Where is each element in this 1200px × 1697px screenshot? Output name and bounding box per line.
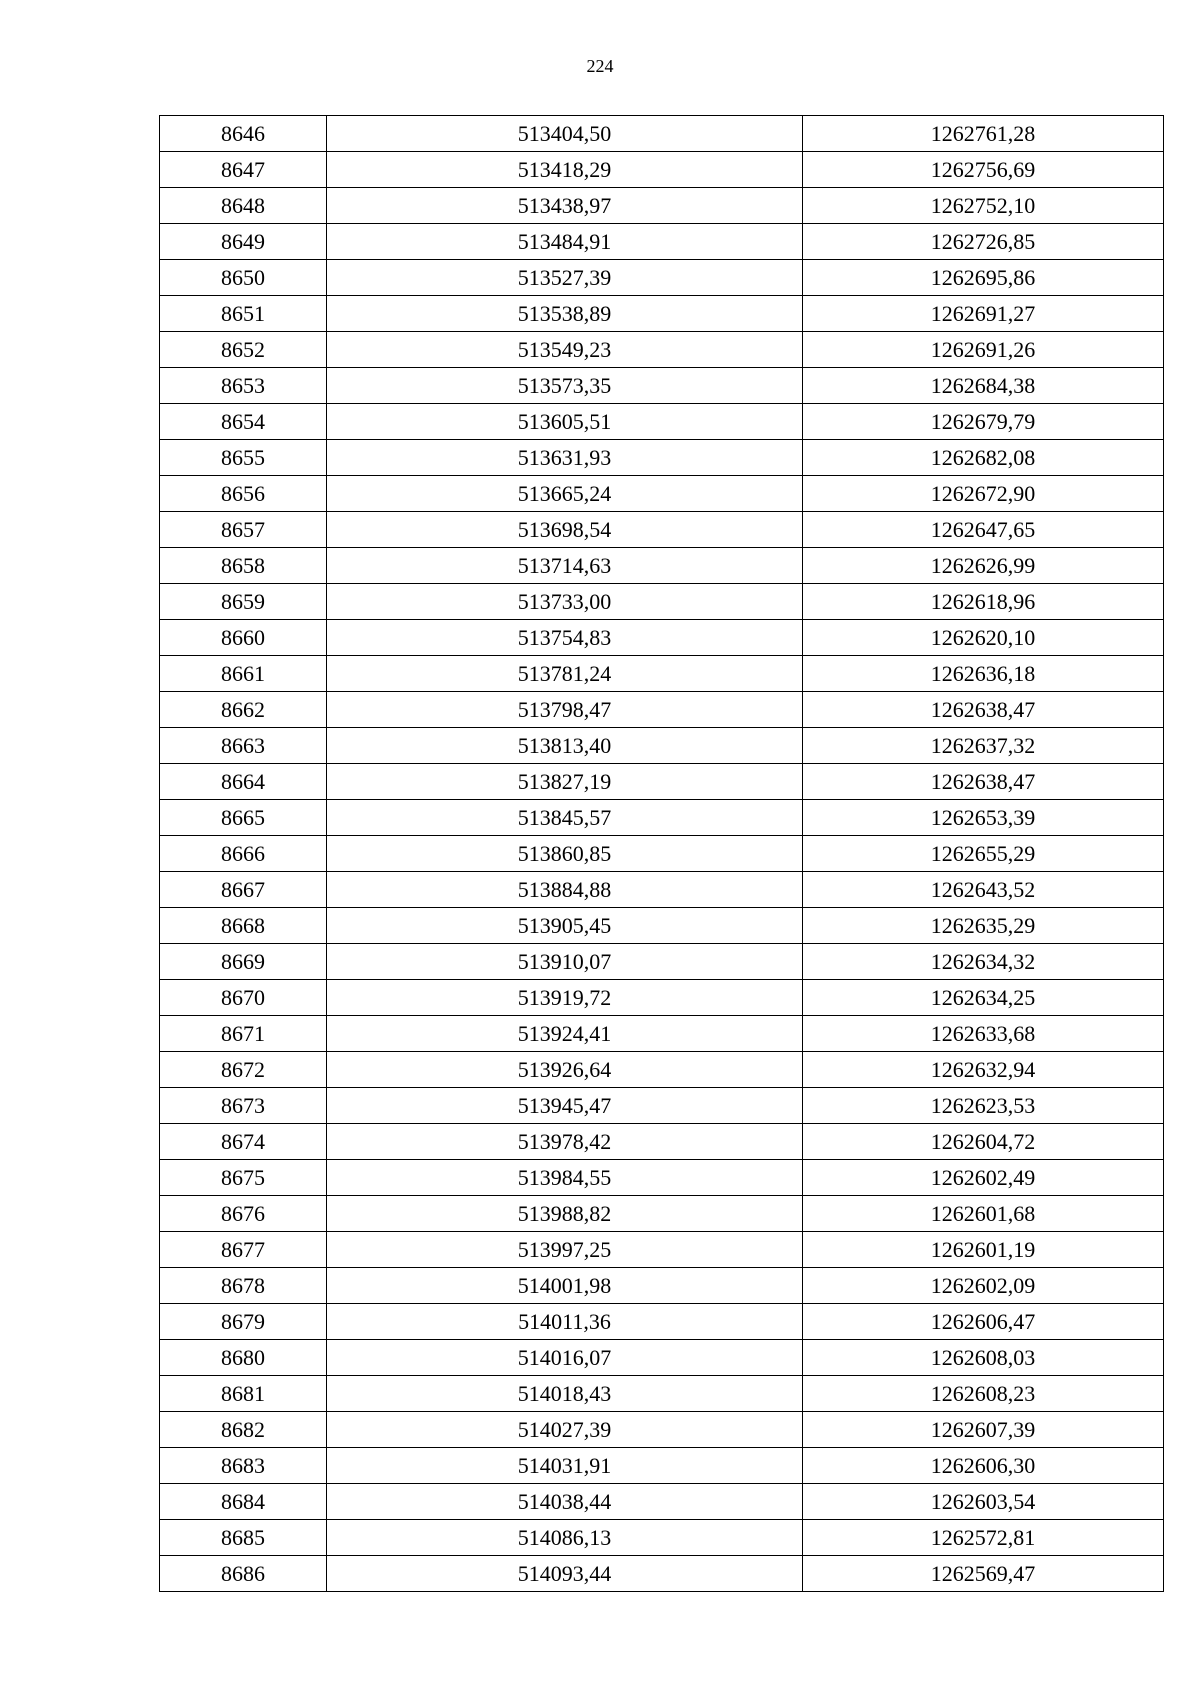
table-row (160, 116, 1164, 152)
table-row (160, 332, 1164, 368)
x-coordinate-cell: 513798,47 (327, 692, 803, 728)
point-number-cell: 8658 (160, 548, 327, 584)
point-number-cell: 8675 (160, 1160, 327, 1196)
y-coordinate-cell: 1262602,49 (803, 1160, 1164, 1196)
point-number-cell: 8663 (160, 728, 327, 764)
table-row (160, 1124, 1164, 1160)
y-coordinate-cell: 1262606,47 (803, 1304, 1164, 1340)
table-row (160, 260, 1164, 296)
y-coordinate-cell: 1262572,81 (803, 1520, 1164, 1556)
y-coordinate-cell: 1262632,94 (803, 1052, 1164, 1088)
table-row (160, 1448, 1164, 1484)
table-row (160, 800, 1164, 836)
point-number-cell: 8681 (160, 1376, 327, 1412)
point-number-cell: 8647 (160, 152, 327, 188)
table-row (160, 1160, 1164, 1196)
x-coordinate-cell: 513438,97 (327, 188, 803, 224)
y-coordinate-cell: 1262672,90 (803, 476, 1164, 512)
y-coordinate-cell: 1262623,53 (803, 1088, 1164, 1124)
table-row (160, 224, 1164, 260)
point-number-cell: 8670 (160, 980, 327, 1016)
point-number-cell: 8649 (160, 224, 327, 260)
x-coordinate-cell: 513754,83 (327, 620, 803, 656)
y-coordinate-cell: 1262638,47 (803, 692, 1164, 728)
table-row (160, 476, 1164, 512)
point-number-cell: 8666 (160, 836, 327, 872)
table-row (160, 872, 1164, 908)
point-number-cell: 8657 (160, 512, 327, 548)
point-number-cell: 8654 (160, 404, 327, 440)
table-row (160, 1376, 1164, 1412)
x-coordinate-cell: 513527,39 (327, 260, 803, 296)
x-coordinate-cell: 514011,36 (327, 1304, 803, 1340)
y-coordinate-cell: 1262752,10 (803, 188, 1164, 224)
x-coordinate-cell: 514031,91 (327, 1448, 803, 1484)
x-coordinate-cell: 514038,44 (327, 1484, 803, 1520)
point-number-cell: 8662 (160, 692, 327, 728)
x-coordinate-cell: 513827,19 (327, 764, 803, 800)
x-coordinate-cell: 513978,42 (327, 1124, 803, 1160)
page-number: 224 (586, 56, 614, 76)
point-number-cell: 8678 (160, 1268, 327, 1304)
x-coordinate-cell: 513631,93 (327, 440, 803, 476)
y-coordinate-cell: 1262655,29 (803, 836, 1164, 872)
y-coordinate-cell: 1262626,99 (803, 548, 1164, 584)
x-coordinate-cell: 514016,07 (327, 1340, 803, 1376)
y-coordinate-cell: 1262636,18 (803, 656, 1164, 692)
point-number-cell: 8676 (160, 1196, 327, 1232)
point-number-cell: 8679 (160, 1304, 327, 1340)
y-coordinate-cell: 1262695,86 (803, 260, 1164, 296)
x-coordinate-cell: 513845,57 (327, 800, 803, 836)
table-row (160, 1484, 1164, 1520)
table-row (160, 368, 1164, 404)
table-row (160, 1304, 1164, 1340)
y-coordinate-cell: 1262633,68 (803, 1016, 1164, 1052)
y-coordinate-cell: 1262634,25 (803, 980, 1164, 1016)
table-row (160, 1052, 1164, 1088)
table-row (160, 836, 1164, 872)
point-number-cell: 8682 (160, 1412, 327, 1448)
y-coordinate-cell: 1262691,27 (803, 296, 1164, 332)
x-coordinate-cell: 513733,00 (327, 584, 803, 620)
x-coordinate-cell: 513926,64 (327, 1052, 803, 1088)
point-number-cell: 8677 (160, 1232, 327, 1268)
x-coordinate-cell: 514001,98 (327, 1268, 803, 1304)
y-coordinate-cell: 1262761,28 (803, 116, 1164, 152)
x-coordinate-cell: 513813,40 (327, 728, 803, 764)
y-coordinate-cell: 1262608,03 (803, 1340, 1164, 1376)
x-coordinate-cell: 513484,91 (327, 224, 803, 260)
x-coordinate-cell: 514027,39 (327, 1412, 803, 1448)
point-number-cell: 8665 (160, 800, 327, 836)
y-coordinate-cell: 1262684,38 (803, 368, 1164, 404)
x-coordinate-cell: 514086,13 (327, 1520, 803, 1556)
table-row (160, 692, 1164, 728)
point-number-cell: 8656 (160, 476, 327, 512)
y-coordinate-cell: 1262638,47 (803, 764, 1164, 800)
table-row (160, 980, 1164, 1016)
table-row (160, 188, 1164, 224)
y-coordinate-cell: 1262608,23 (803, 1376, 1164, 1412)
y-coordinate-cell: 1262604,72 (803, 1124, 1164, 1160)
x-coordinate-cell: 513910,07 (327, 944, 803, 980)
table-row (160, 764, 1164, 800)
table-row (160, 1340, 1164, 1376)
y-coordinate-cell: 1262607,39 (803, 1412, 1164, 1448)
x-coordinate-cell: 513984,55 (327, 1160, 803, 1196)
table-row (160, 1088, 1164, 1124)
table-row (160, 908, 1164, 944)
x-coordinate-cell: 513714,63 (327, 548, 803, 584)
point-number-cell: 8651 (160, 296, 327, 332)
point-number-cell: 8652 (160, 332, 327, 368)
table-row (160, 656, 1164, 692)
table-row (160, 404, 1164, 440)
x-coordinate-cell: 513945,47 (327, 1088, 803, 1124)
point-number-cell: 8673 (160, 1088, 327, 1124)
x-coordinate-cell: 513665,24 (327, 476, 803, 512)
x-coordinate-cell: 513997,25 (327, 1232, 803, 1268)
table-row (160, 296, 1164, 332)
y-coordinate-cell: 1262601,19 (803, 1232, 1164, 1268)
y-coordinate-cell: 1262726,85 (803, 224, 1164, 260)
point-number-cell: 8667 (160, 872, 327, 908)
point-number-cell: 8683 (160, 1448, 327, 1484)
point-number-cell: 8671 (160, 1016, 327, 1052)
y-coordinate-cell: 1262691,26 (803, 332, 1164, 368)
table-row (160, 548, 1164, 584)
point-number-cell: 8650 (160, 260, 327, 296)
point-number-cell: 8648 (160, 188, 327, 224)
coordinates-table (159, 115, 1164, 1592)
table-row (160, 512, 1164, 548)
y-coordinate-cell: 1262635,29 (803, 908, 1164, 944)
table-row (160, 440, 1164, 476)
point-number-cell: 8655 (160, 440, 327, 476)
point-number-cell: 8669 (160, 944, 327, 980)
table-row (160, 944, 1164, 980)
y-coordinate-cell: 1262602,09 (803, 1268, 1164, 1304)
x-coordinate-cell: 513573,35 (327, 368, 803, 404)
y-coordinate-cell: 1262606,30 (803, 1448, 1164, 1484)
x-coordinate-cell: 513905,45 (327, 908, 803, 944)
x-coordinate-cell: 513538,89 (327, 296, 803, 332)
table-row (160, 1556, 1164, 1592)
table-row (160, 1520, 1164, 1556)
coordinates-table-body (160, 116, 1164, 1592)
point-number-cell: 8668 (160, 908, 327, 944)
point-number-cell: 8680 (160, 1340, 327, 1376)
y-coordinate-cell: 1262620,10 (803, 620, 1164, 656)
table-row (160, 1268, 1164, 1304)
x-coordinate-cell: 514018,43 (327, 1376, 803, 1412)
point-number-cell: 8661 (160, 656, 327, 692)
point-number-cell: 8659 (160, 584, 327, 620)
table-row (160, 1016, 1164, 1052)
point-number-cell: 8664 (160, 764, 327, 800)
x-coordinate-cell: 513919,72 (327, 980, 803, 1016)
table-row (160, 1196, 1164, 1232)
y-coordinate-cell: 1262653,39 (803, 800, 1164, 836)
point-number-cell: 8653 (160, 368, 327, 404)
table-row (160, 1232, 1164, 1268)
x-coordinate-cell: 513924,41 (327, 1016, 803, 1052)
y-coordinate-cell: 1262682,08 (803, 440, 1164, 476)
y-coordinate-cell: 1262756,69 (803, 152, 1164, 188)
y-coordinate-cell: 1262647,65 (803, 512, 1164, 548)
y-coordinate-cell: 1262637,32 (803, 728, 1164, 764)
point-number-cell: 8660 (160, 620, 327, 656)
x-coordinate-cell: 513988,82 (327, 1196, 803, 1232)
point-number-cell: 8684 (160, 1484, 327, 1520)
table-row (160, 584, 1164, 620)
table-row (160, 728, 1164, 764)
table-row (160, 620, 1164, 656)
x-coordinate-cell: 513418,29 (327, 152, 803, 188)
point-number-cell: 8672 (160, 1052, 327, 1088)
x-coordinate-cell: 513698,54 (327, 512, 803, 548)
x-coordinate-cell: 513884,88 (327, 872, 803, 908)
y-coordinate-cell: 1262634,32 (803, 944, 1164, 980)
y-coordinate-cell: 1262643,52 (803, 872, 1164, 908)
y-coordinate-cell: 1262679,79 (803, 404, 1164, 440)
point-number-cell: 8685 (160, 1520, 327, 1556)
x-coordinate-cell: 513605,51 (327, 404, 803, 440)
y-coordinate-cell: 1262569,47 (803, 1556, 1164, 1592)
y-coordinate-cell: 1262603,54 (803, 1484, 1164, 1520)
y-coordinate-cell: 1262601,68 (803, 1196, 1164, 1232)
x-coordinate-cell: 513860,85 (327, 836, 803, 872)
point-number-cell: 8686 (160, 1556, 327, 1592)
point-number-cell: 8646 (160, 116, 327, 152)
table-row (160, 152, 1164, 188)
y-coordinate-cell: 1262618,96 (803, 584, 1164, 620)
x-coordinate-cell: 513549,23 (327, 332, 803, 368)
point-number-cell: 8674 (160, 1124, 327, 1160)
x-coordinate-cell: 513781,24 (327, 656, 803, 692)
x-coordinate-cell: 513404,50 (327, 116, 803, 152)
x-coordinate-cell: 514093,44 (327, 1556, 803, 1592)
table-row (160, 1412, 1164, 1448)
